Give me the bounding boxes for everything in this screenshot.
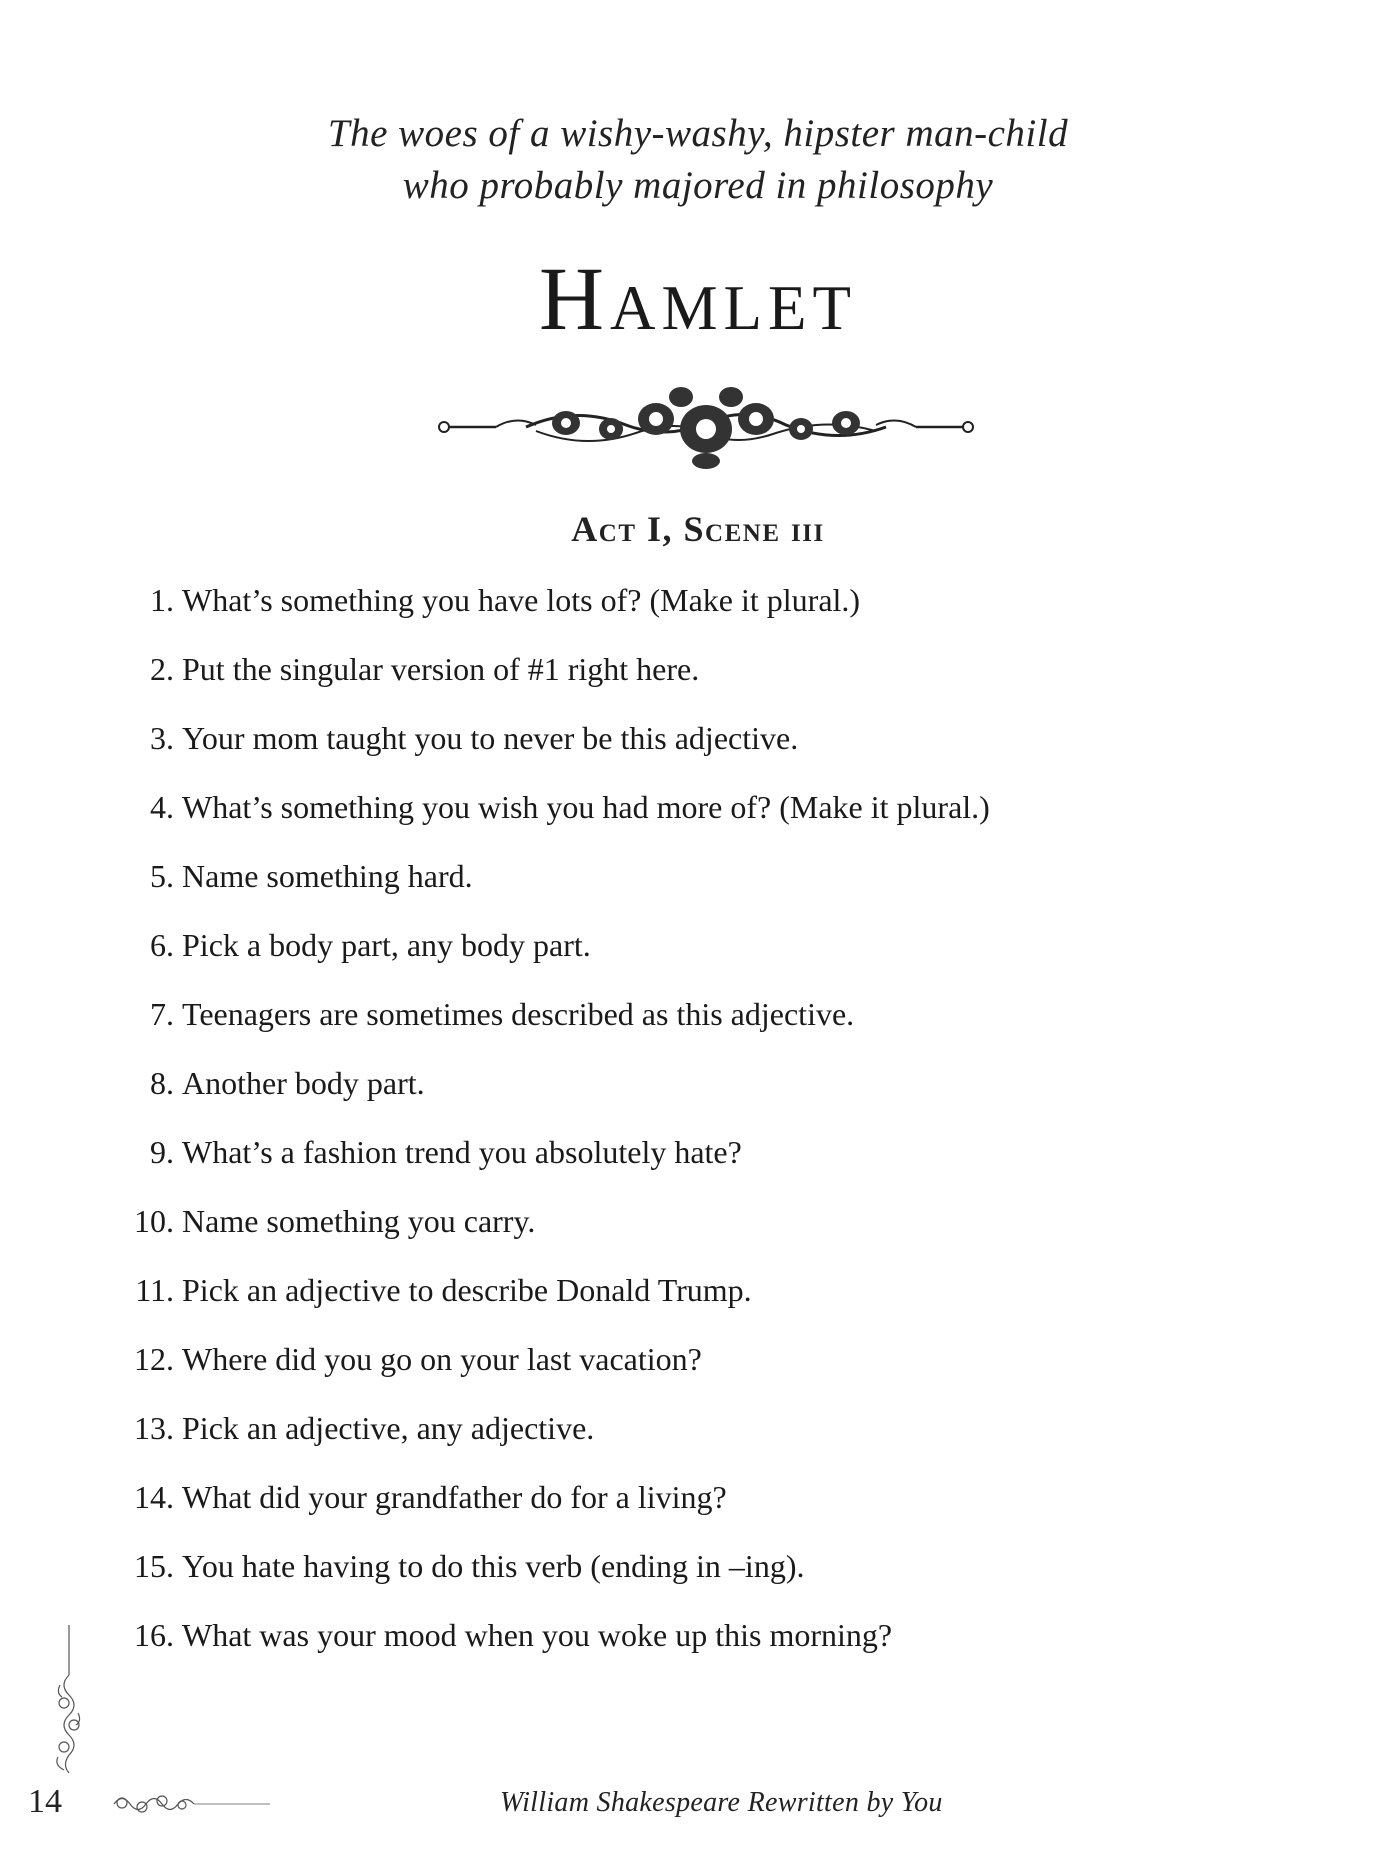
list-item <box>120 1329 990 1398</box>
subtitle-line-2: who probably majored in philosophy <box>402 164 994 207</box>
question-text: What’s something you wish you had more of? (Make it plural.) <box>182 789 990 825</box>
list-item <box>120 1191 990 1260</box>
question-number: 2. <box>150 651 174 687</box>
list-item <box>120 1398 990 1467</box>
question-number: 8. <box>150 1065 174 1101</box>
list-item <box>120 1605 990 1674</box>
question-number: 10. <box>134 1203 174 1239</box>
question-text: You hate having to do this verb (ending in –ing). <box>182 1548 805 1584</box>
list-item <box>120 570 990 639</box>
question-number: 3. <box>150 720 174 756</box>
question-number: 14. <box>134 1479 174 1515</box>
list-item <box>120 1053 990 1122</box>
running-footer-title: William Shakespeare Rewritten by You <box>500 1787 943 1818</box>
question-number: 1. <box>150 582 174 618</box>
list-item <box>120 846 990 915</box>
chapter-title: Hamlet <box>539 250 857 349</box>
question-number: 13. <box>134 1410 174 1446</box>
question-text: Pick an adjective, any adjective. <box>182 1410 595 1446</box>
question-text: Name something hard. <box>182 858 473 894</box>
list-item <box>120 1260 990 1329</box>
list-item <box>120 1467 990 1536</box>
question-number: 7. <box>150 996 174 1032</box>
list-item <box>120 984 990 1053</box>
vertical-scroll-ornament-icon <box>54 1625 84 1775</box>
question-number: 16. <box>134 1617 174 1653</box>
question-text: What was your mood when you woke up this morning? <box>182 1617 893 1653</box>
question-number: 11. <box>135 1272 174 1308</box>
list-item <box>120 915 990 984</box>
question-number: 15. <box>134 1548 174 1584</box>
subtitle-line-1: The woes of a wishy-washy, hipster man-child <box>327 112 1069 155</box>
horizontal-scroll-ornament-icon <box>112 1789 272 1819</box>
question-text: Name something you carry. <box>182 1203 536 1239</box>
question-number: 9. <box>150 1134 174 1170</box>
question-text: Pick an adjective to describe Donald Trump. <box>182 1272 752 1308</box>
question-text: Your mom taught you to never be this adjective. <box>182 720 799 756</box>
question-text: What did your grandfather do for a living? <box>182 1479 727 1515</box>
chapter-subtitle <box>0 108 1396 212</box>
question-text: Put the singular version of #1 right here. <box>182 651 700 687</box>
question-text: What’s a fashion trend you absolutely hate? <box>182 1134 742 1170</box>
question-text: Teenagers are sometimes described as this adjective. <box>182 996 855 1032</box>
question-number: 4. <box>150 789 174 825</box>
question-number: 12. <box>134 1341 174 1377</box>
question-number: 5. <box>150 858 174 894</box>
list-item <box>120 708 990 777</box>
question-text: Pick a body part, any body part. <box>182 927 591 963</box>
question-list <box>120 570 990 1674</box>
question-number: 6. <box>150 927 174 963</box>
page-number: 14 <box>28 1783 62 1820</box>
list-item <box>120 639 990 708</box>
scene-heading: Act I, Scene iii <box>571 509 825 549</box>
question-text: Where did you go on your last vacation? <box>182 1341 702 1377</box>
floral-divider-icon <box>436 375 976 475</box>
question-text: What’s something you have lots of? (Make it plural.) <box>182 582 861 618</box>
question-text: Another body part. <box>182 1065 425 1101</box>
list-item <box>120 1536 990 1605</box>
list-item <box>120 777 990 846</box>
list-item <box>120 1122 990 1191</box>
